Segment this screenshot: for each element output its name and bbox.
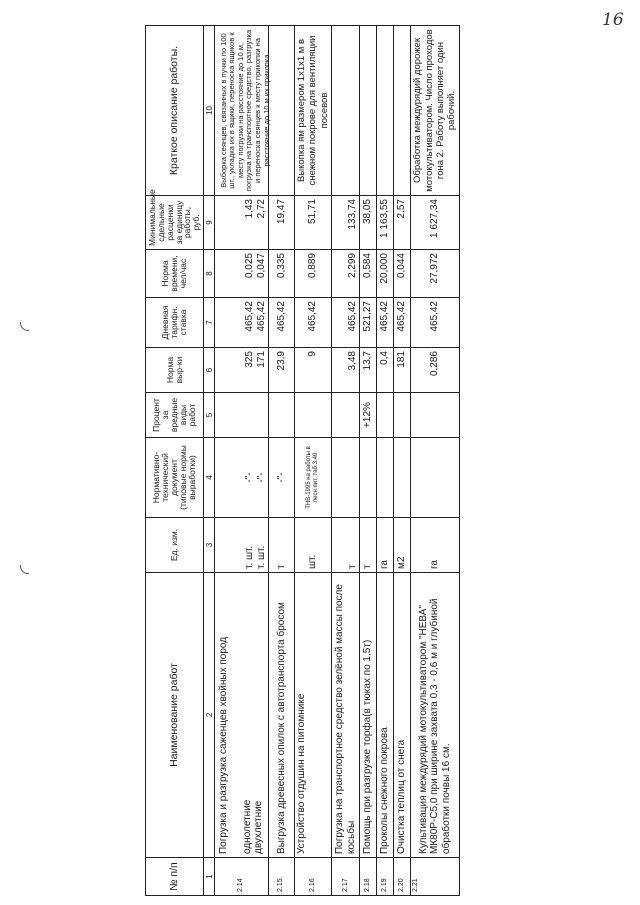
header-min-rate: Минимальные сдельные расценки за единицу работы, руб. (146, 196, 204, 250)
table-row (295, 26, 332, 896)
norm-output-value: 325 (244, 351, 255, 368)
table-row (411, 26, 460, 896)
daily-rate-cell (215, 298, 269, 348)
min-rate-cell (215, 196, 269, 250)
header-description: Краткое описание работы. (146, 26, 204, 196)
row-number: 2.20 (394, 858, 411, 896)
column-number: 5 (204, 393, 215, 438)
unit-value: т (332, 518, 360, 573)
doc-value: ТНВ-1995 на работы в лесн.пит. таб.3.40 (295, 438, 332, 518)
norm-time-value: 0,584 (360, 250, 377, 298)
table-row (269, 26, 295, 896)
min-rate-value: 1 163,55 (377, 196, 394, 250)
min-rate-value: 38,05 (360, 196, 377, 250)
work-subname: двухлетние (253, 800, 265, 854)
header-name: Наименование работ (146, 573, 204, 858)
column-number: 1 (204, 858, 215, 896)
daily-rate-value: 465,42 (394, 298, 411, 348)
norm-time-value: 0,889 (295, 250, 332, 298)
norm-output-value: 181 (394, 348, 411, 393)
daily-rate-value: 465,42 (377, 298, 394, 348)
min-rate-value: 2,72 (255, 199, 267, 219)
daily-rate-value: 465,42 (244, 301, 255, 332)
percent-cell (269, 393, 295, 438)
norm-time-value: 0,025 (244, 253, 255, 279)
unit-value: шт. (295, 518, 332, 573)
doc-cell (394, 438, 411, 518)
norm-output-value: 0,4 (377, 348, 394, 393)
row-number: 2.15 (269, 858, 295, 896)
work-name: Проколы снежного покрова (377, 573, 394, 858)
daily-rate-value: 521,27 (360, 298, 377, 348)
unit-value: т. шт. (255, 545, 267, 569)
percent-cell (411, 393, 460, 438)
norm-time-value: 20,000 (377, 250, 394, 298)
norm-output-value: 3,48 (332, 348, 360, 393)
description-cell (332, 26, 360, 196)
work-subname: однолетние (241, 799, 253, 854)
doc-cell (215, 438, 269, 518)
work-name: Очистка теплиц от снега (394, 573, 411, 858)
page-number: 16 (602, 10, 624, 30)
description-cell (377, 26, 394, 196)
table-row (360, 26, 377, 896)
norm-time-value: 0,335 (269, 250, 295, 298)
norm-output-value: 23,9 (269, 348, 295, 393)
work-name: Погрузка на транспортное средство зелёной массы после косьбы (332, 573, 360, 858)
doc-cell (411, 438, 460, 518)
norm-output-value: 171 (255, 351, 267, 368)
work-name (215, 573, 269, 858)
percent-value: +12% (360, 393, 377, 438)
work-rates-table (145, 25, 460, 896)
daily-rate-value: 465,42 (295, 298, 332, 348)
norm-time-cell (215, 250, 269, 298)
doc-cell (332, 438, 360, 518)
work-name: Выгрузка древесных опилок с автотранспорта бросом (269, 573, 295, 858)
description-cell (394, 26, 411, 196)
norm-output-value: 0,286 (411, 348, 460, 393)
header-unit: Ед. изм. (146, 518, 204, 573)
percent-cell (332, 393, 360, 438)
min-rate-value: 1 627,34 (411, 196, 460, 250)
work-name: Культивация междурядий мотокультиватором "НЕВА" МК80Р-С5,0 при ширине захвата 0,3 - 0,6 м и глубиной обработки почвы 16 см. (411, 573, 460, 858)
column-number: 10 (204, 26, 215, 196)
column-number: 8 (204, 250, 215, 298)
header-doc: Нормативно-технический документ (типовые нормы выработки) (146, 438, 204, 518)
norm-output-value: 13,7 (360, 348, 377, 393)
column-number: 4 (204, 438, 215, 518)
header-daily-rate: Дневная тарифн. ставка (146, 298, 204, 348)
row-number: 2.14 (215, 858, 269, 896)
description-text: Выборка сеянцев, связанных в пучки по 100 шт., укладка их в ящики, переноска ящиков к месту погрузки на расстояние до 10 м, погрузка на транспортное средство, разгрузка и переноска сеянцев к месту прикопки на расстояние до 10 м их прикопка (218, 29, 271, 192)
doc-value: -"- (244, 472, 255, 483)
percent-cell (394, 393, 411, 438)
doc-value: -"- (255, 472, 267, 483)
description-cell (215, 26, 269, 196)
description-cell (360, 26, 377, 196)
header-percent: Процент за вредные виды работ (146, 393, 204, 438)
unit-value: га (411, 518, 460, 573)
min-rate-value: 2,57 (394, 196, 411, 250)
table-row (394, 26, 411, 896)
norm-time-value: 0,047 (255, 253, 267, 279)
table-row (332, 26, 360, 896)
norm-time-value: 2,299 (332, 250, 360, 298)
min-rate-value: 51,71 (295, 196, 332, 250)
description-cell (269, 26, 295, 196)
unit-value: м2 (394, 518, 411, 573)
unit-value: т. шт. (244, 545, 255, 569)
work-name: Помощь при разгрузке торфа(в тюках по 1,5т) (360, 573, 377, 858)
min-rate-value: 133,74 (332, 196, 360, 250)
daily-rate-value: 465,42 (269, 298, 295, 348)
header-num: № п/п (146, 858, 204, 896)
header-norm-output: Норма выр-ки (146, 348, 204, 393)
norm-time-value: 27,972 (411, 250, 460, 298)
row-number: 2.16 (295, 858, 332, 896)
column-number: 2 (204, 573, 215, 858)
daily-rate-value: 465,42 (411, 298, 460, 348)
binding-hole-mark (20, 565, 29, 574)
work-name-main: Погрузка и разгрузка саженцев хвойных пород (218, 636, 230, 854)
percent-cell (215, 393, 269, 438)
header-norm-time: Норма времени, чел/час (146, 250, 204, 298)
min-rate-value: 1,43 (244, 199, 255, 219)
daily-rate-value: 465,42 (255, 301, 267, 332)
unit-value: т (360, 518, 377, 573)
min-rate-value: 19,47 (269, 196, 295, 250)
table-row (215, 26, 269, 896)
description-text: Обработка междурядий дорожек мотокультиватором. Число проходов гона 2. Работу выполняет один рабочий. (411, 26, 460, 196)
description-text: Выкопка ям размером 1х1х1 м в снежном покрове для вентиляции посевов (295, 26, 332, 196)
doc-cell (377, 438, 394, 518)
doc-value: -"- (269, 438, 295, 518)
unit-value: га (377, 518, 394, 573)
row-number: 2.18 (360, 858, 377, 896)
norm-output-cell (215, 348, 269, 393)
work-name: Устройство отдушин на питомнике (295, 573, 332, 858)
row-number: 2.21 (411, 858, 460, 896)
unit-value: т (269, 518, 295, 573)
row-number: 2.17 (332, 858, 360, 896)
doc-cell (360, 438, 377, 518)
column-number: 7 (204, 298, 215, 348)
daily-rate-value: 465,42 (332, 298, 360, 348)
percent-cell (295, 393, 332, 438)
table-row (377, 26, 394, 896)
binding-hole-mark (20, 322, 29, 331)
norm-output-value: 9 (295, 348, 332, 393)
unit-cell (215, 518, 269, 573)
column-number: 9 (204, 196, 215, 250)
column-number: 3 (204, 518, 215, 573)
row-number: 2.19 (377, 858, 394, 896)
column-number: 6 (204, 348, 215, 393)
norm-time-value: 0,044 (394, 250, 411, 298)
percent-cell (377, 393, 394, 438)
rotated-table-container (145, 26, 458, 896)
